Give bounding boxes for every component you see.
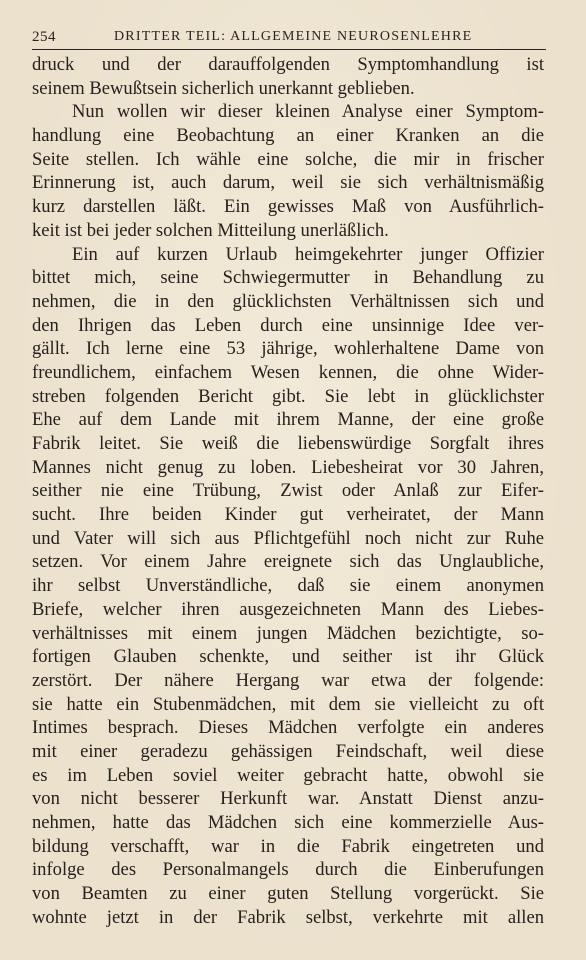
text-line: verhältnisses mit einem jungen Mädchen bezichtigte, so-	[32, 622, 544, 644]
text-line: Ein auf kurzen Urlaub heimgekehrter junger Offizier	[72, 243, 544, 265]
text-line: seither nie eine Trübung, Zwist oder Anlaß zur Eifer-	[32, 480, 544, 502]
text-line: Mannes nicht genug zu loben. Liebesheirat vor 30 Jahren,	[32, 456, 544, 478]
text-line: von Beamten zu einer guten Stellung vorgerückt. Sie	[32, 883, 544, 905]
text-line: zerstört. Der nähere Hergang war etwa der folgende:	[32, 669, 544, 691]
text-line: handlung eine Beobachtung an einer Kranken an die	[32, 125, 544, 147]
text-line: sucht. Ihre beiden Kinder gut verheiratet, der Mann	[32, 504, 544, 526]
text-line: seinem Bewußtsein sicherlich unerkannt geblieben.	[32, 77, 415, 99]
text-line: es im Leben soviel weiter gebracht hatte, obwohl sie	[32, 764, 544, 786]
text-line: wohnte jetzt in der Fabrik selbst, verkehrte mit allen	[32, 906, 544, 928]
text-line: fortigen Glauben schenkte, und seither ist ihr Glück	[32, 646, 544, 668]
text-line: streben folgenden Bericht gibt. Sie lebt in glücklichster	[32, 385, 544, 407]
page-number: 254	[32, 29, 56, 45]
text-line: Nun wollen wir dieser kleinen Analyse einer Symptom-	[72, 101, 544, 123]
text-line: nehmen, hatte das Mädchen sich eine kommerzielle Aus-	[32, 812, 544, 833]
text-line: infolge des Personalmangels durch die Einberufungen	[32, 859, 544, 881]
text-line: setzen. Vor einem Jahre ereignete sich das Unglaubliche,	[32, 551, 544, 573]
text-line: bittet mich, seine Schwiegermutter in Behandlung zu	[32, 267, 544, 289]
text-line: Ehe auf dem Lande mit ihrem Manne, der eine große	[32, 409, 544, 431]
text-line: den Ihrigen das Leben durch eine unsinnige Idee ver-	[32, 314, 544, 336]
text-line: bildung verschafft, war in die Fabrik eingetreten und	[32, 835, 544, 857]
body-text	[32, 53, 544, 929]
text-line: druck und der darauffolgenden Symptomhandlung ist	[32, 54, 544, 75]
text-line: Seite stellen. Ich wähle eine solche, die mir in frischer	[32, 148, 544, 170]
text-line: Intimes besprach. Dieses Mädchen verfolgte ein anderes	[32, 717, 544, 739]
text-line: Erinnerung ist, auch darum, weil sie sich verhältnismäßig	[32, 172, 544, 194]
text-line: freundlichem, einfachem Wesen kennen, die ohne Wider-	[32, 361, 544, 383]
running-head: DRITTER TEIL: ALLGEMEINE NEUROSENLEHRE	[114, 29, 473, 44]
text-line: von nicht besserer Herkunft war. Anstatt Dienst anzu-	[32, 788, 544, 810]
text-line: gällt. Ich lerne eine 53 jährige, wohlerhaltene Dame von	[32, 338, 544, 360]
text-line: Fabrik leitet. Sie weiß die liebenswürdige Sorgfalt ihres	[32, 433, 544, 454]
text-line: sie hatte ein Stubenmädchen, mit dem sie vielleicht zu oft	[32, 693, 544, 715]
page-header	[32, 29, 546, 50]
text-line: und Vater will sich aus Pflichtgefühl noch nicht zur Ruhe	[32, 527, 544, 549]
text-line: kurz darstellen läßt. Ein gewisses Maß von Ausführlich-	[32, 196, 544, 218]
text-line: ihr selbst Unverständliche, daß sie einem anonymen	[32, 575, 544, 597]
text-line: nehmen, die in den glücklichsten Verhältnissen sich und	[32, 290, 544, 312]
text-line: mit einer geradezu gehässigen Feindschaft, weil diese	[32, 740, 544, 762]
text-line: Briefe, welcher ihren ausgezeichneten Mann des Liebes-	[32, 598, 544, 620]
text-line: keit ist bei jeder solchen Mitteilung unerläßlich.	[32, 219, 389, 241]
